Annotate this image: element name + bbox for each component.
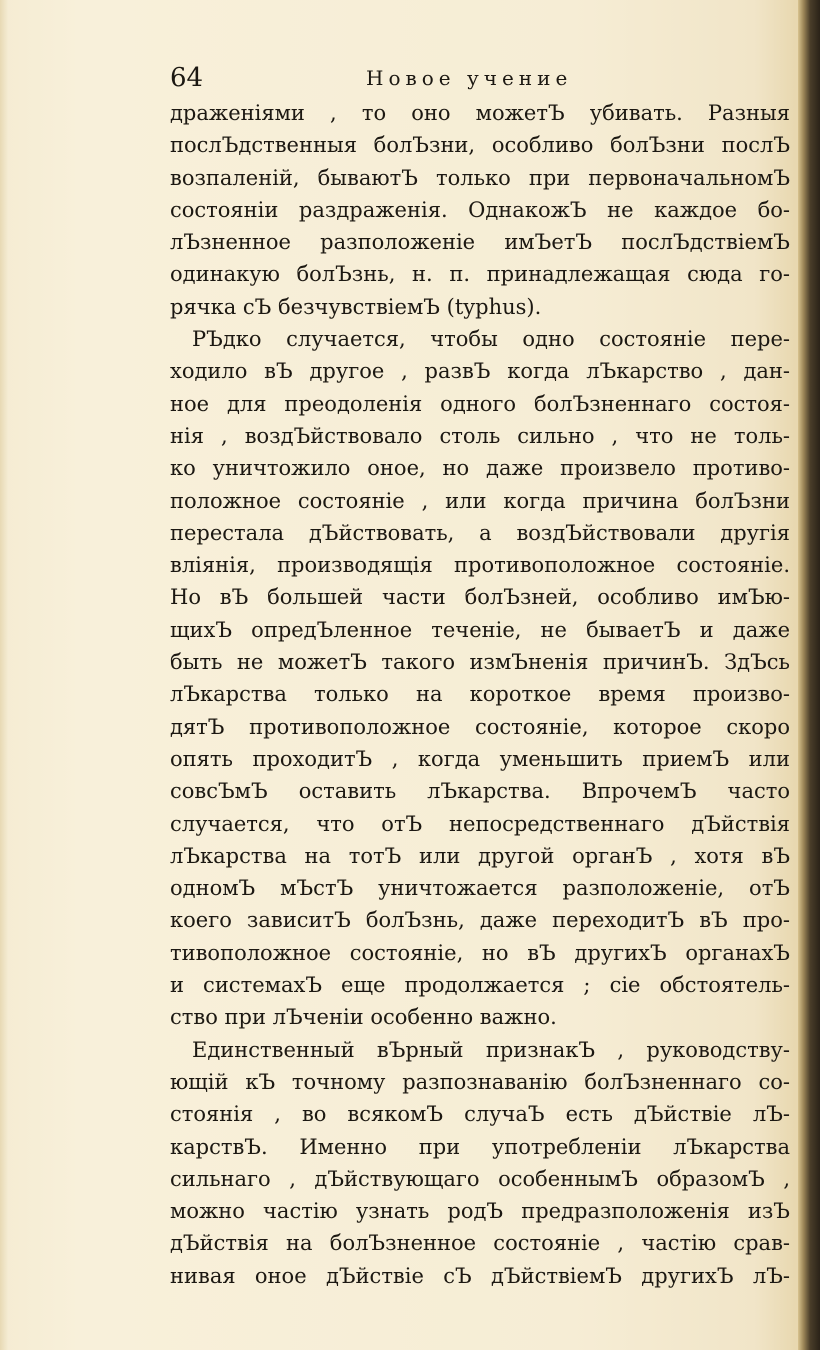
text-line: сильнаго , дЪйствующаго особеннымЪ образомЪ , — [170, 1166, 790, 1191]
text-line: возпаленій, бываютЪ только при первоначальномЪ — [170, 165, 790, 190]
text-line: ство при лЪченіи особенно важно. — [170, 1005, 557, 1030]
text-line: тивоположное состояніе, но вЪ другихЪ органахЪ — [170, 940, 790, 965]
text-line: перестала дЪйствовать, а воздЪйствовали другія — [170, 520, 790, 545]
running-head: Новое учение — [366, 66, 573, 90]
text-line: дЪйствія на болЪзненное состояніе , частію срав- — [170, 1231, 790, 1256]
text-line: одинакую болЪзнь, н. п. принадлежащая сюда го- — [170, 262, 790, 287]
text-line: быть не можетЪ такого измЪненія причинЪ. ЗдЪсь — [170, 650, 790, 675]
text-line: положное состояніе , или когда причина болЪзни — [170, 488, 790, 513]
text-line: опять проходитЪ , когда уменьшить приемЪ или — [170, 746, 790, 771]
text-line: состояніи раздраженія. ОднакожЪ не каждое бо- — [170, 197, 790, 222]
text-line: Но вЪ большей части болЪзней, особливо имЪю- — [170, 585, 790, 610]
text-line: карствЪ. Именно при употребленіи лЪкарства — [170, 1134, 790, 1159]
text-line: лЪзненное разположеніе имЪетЪ послЪдствіемЪ — [170, 230, 790, 255]
text-line: и системахЪ еще продолжается ; сіе обстоятель- — [170, 973, 790, 998]
text-line: ходило вЪ другое , развЪ когда лЪкарство , дан- — [170, 359, 790, 384]
text-line: ющій кЪ точному разпознаванію болЪзненнаго со- — [170, 1069, 790, 1094]
text-line: можно частію узнать родЪ предразположенія изЪ — [170, 1199, 790, 1224]
text-line: дятЪ противоположное состояніе, которое скоро — [170, 714, 790, 739]
text-line: РЪдко случается, чтобы одно состояніе пере- — [192, 327, 790, 352]
page-left-edge — [0, 0, 8, 1350]
text-line: щихЪ опредЪленное теченіе, не бываетЪ и даже — [170, 617, 790, 642]
text-line: лЪкарства на тотЪ или другой органЪ , хотя вЪ — [170, 843, 790, 868]
text-line: одномЪ мЪстЪ уничтожается разположеніе, отЪ — [170, 876, 790, 901]
text-line: лЪкарства только на короткое время произво- — [170, 682, 790, 707]
text-line: ное для преодоленія одного болЪзненнаго состоя- — [170, 391, 790, 416]
text-line: ко уничтожило оное, но даже произвело противо- — [170, 456, 790, 481]
text-line: рячка сЪ безчувствіемЪ (typhus). — [170, 294, 542, 319]
text-line: стоянія , во всякомЪ случаЪ есть дЪйствіе лЪ- — [170, 1102, 790, 1127]
text-line: Единственный вЪрный признакЪ , руководству- — [192, 1037, 790, 1062]
text-line: случается, что отЪ непосредственнаго дЪйствія — [170, 811, 790, 836]
text-line: нія , воздЪйствовало столь сильно , что не толь- — [170, 423, 790, 448]
text-line: нивая оное дЪйствіе сЪ дЪйствіемЪ другихЪ лЪ- — [170, 1263, 790, 1288]
book-spine-shadow — [798, 0, 820, 1350]
text-line: коего зависитЪ болЪзнь, даже переходитЪ вЪ про- — [170, 908, 790, 933]
page-header — [170, 62, 790, 94]
text-line: драженіями , то оно можетЪ убивать. Разныя — [170, 101, 790, 125]
page-number: 64 — [170, 63, 204, 93]
text-line: совсЪмЪ оставить лЪкарства. ВпрочемЪ часто — [170, 779, 790, 804]
text-line: послЪдственныя болЪзни, особливо болЪзни послЪ — [170, 133, 790, 158]
body-text — [170, 97, 790, 1292]
text-line: вліянія, производящія противоположное состояніе. — [170, 553, 790, 578]
